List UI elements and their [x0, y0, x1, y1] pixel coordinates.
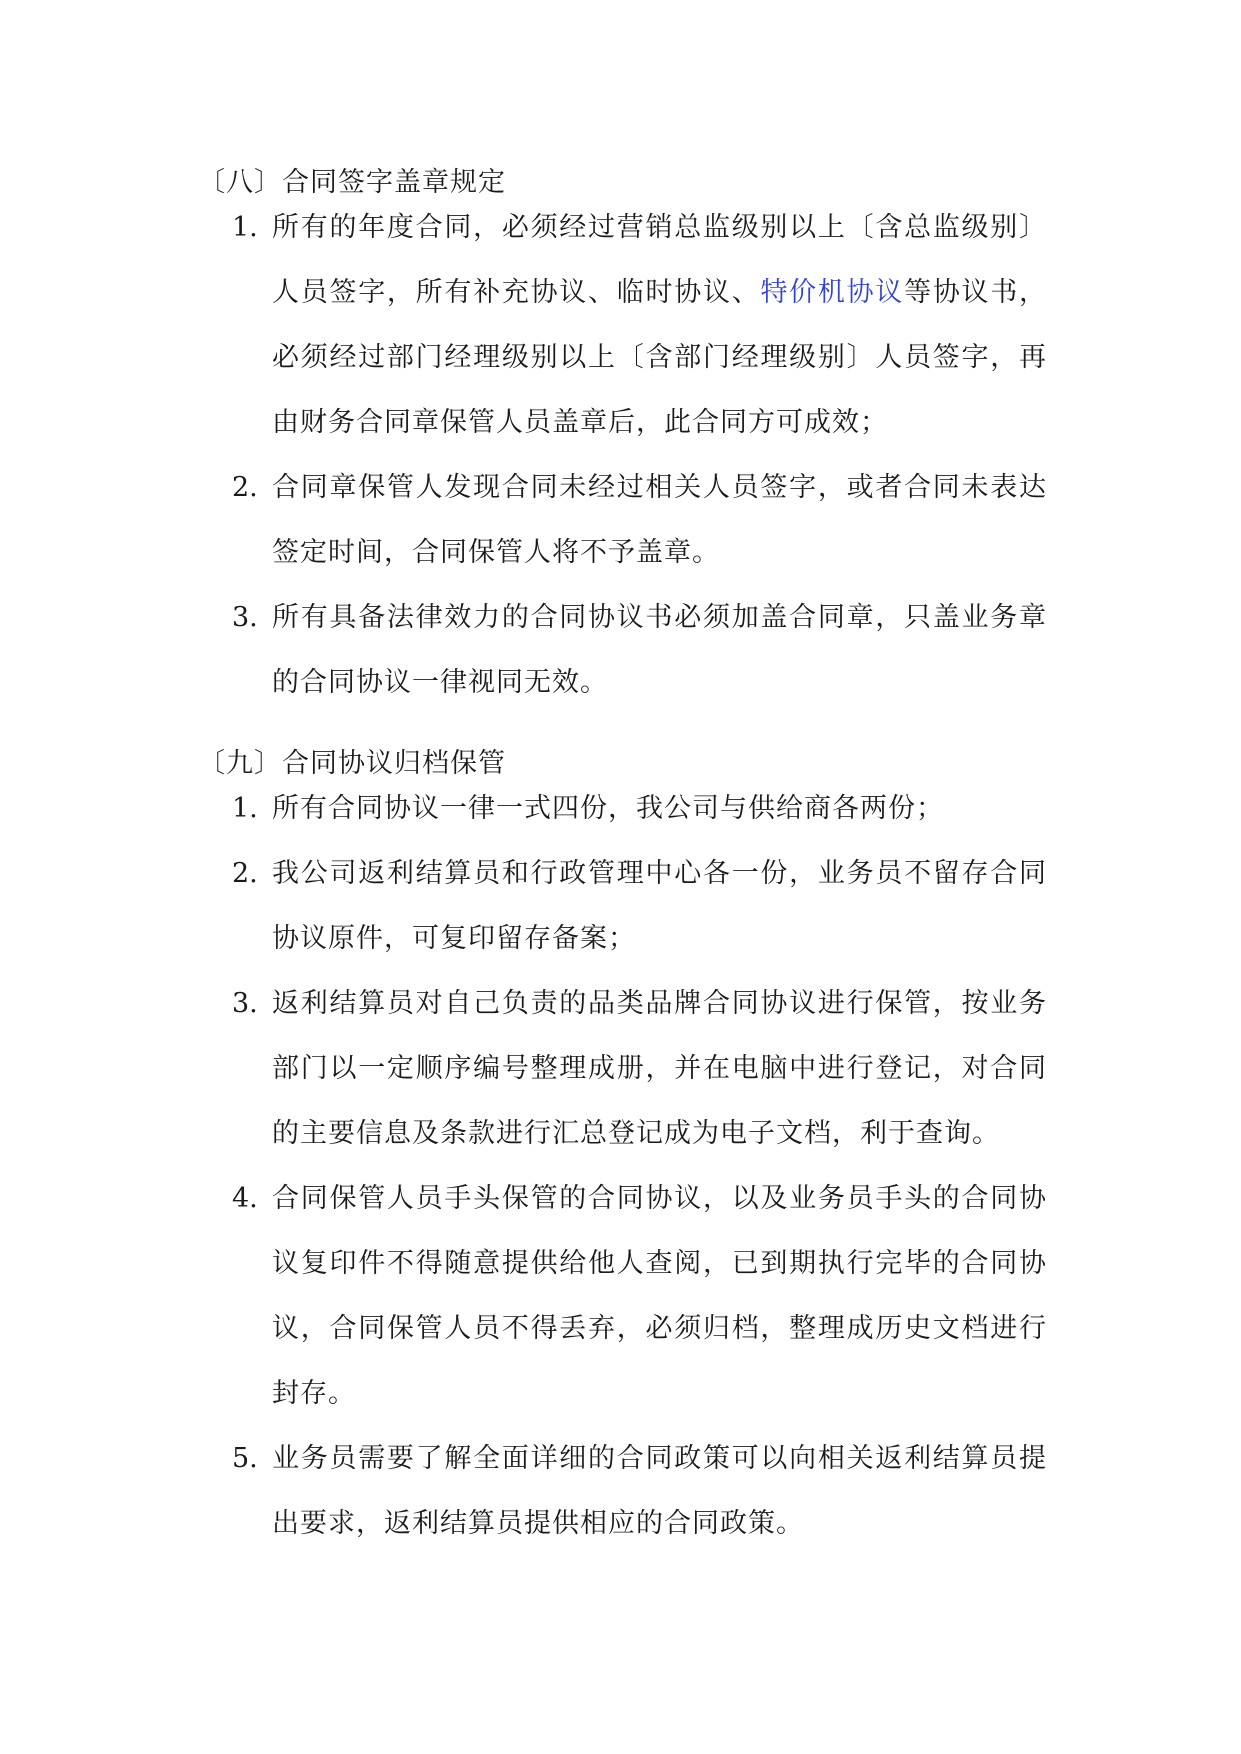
item-text: 所有合同协议一律一式四份，我公司与供给商各两份； [272, 793, 944, 824]
item-number: 5. [232, 1443, 258, 1474]
item-number: 4. [232, 1183, 258, 1214]
item-text: 返利结算员对自己负责的品类品牌合同协议进行保管，按业务部门以一定顺序编号整理成册，并在电脑中进行登记，对合同的主要信息及条款进行汇总登记成为电子文档，利于查询。 [272, 988, 1047, 1149]
special-agreement-link[interactable]: 特价机协议 [760, 277, 905, 308]
item-text: 所有具备法律效力的合同协议书必须加盖合同章，只盖业务章的合同协议一律视同无效。 [272, 602, 1047, 698]
item-text: 合同保管人员手头保管的合同协议，以及业务员手头的合同协议复印件不得随意提供给他人查阅，已到期执行完毕的合同协议，合同保管人员不得丢弃，必须归档，整理成历史文档进行封存。 [272, 1183, 1047, 1409]
item-number: 1. [232, 212, 258, 243]
item-text-part: 等协议书，必须经过部门经理级别以上〔含部门经理级别〕人员签字，再由财务合同章保管人员盖章后，此合同方可成效； [272, 277, 1048, 438]
list-item [232, 776, 1052, 841]
item-number: 1. [232, 793, 258, 824]
list-item [232, 1166, 1052, 1426]
item-number: 2. [232, 858, 258, 889]
list-item [232, 841, 1052, 971]
list-item [232, 195, 1052, 455]
list-item [232, 1426, 1052, 1556]
item-text [272, 195, 1047, 455]
list-item [232, 585, 1052, 715]
item-text-part: 所有的年度合同，必须经过营销总监级别以上〔含总监级别〕人员签字，所有补充协议、临时协议、 [272, 212, 1047, 308]
item-number: 3. [232, 988, 258, 1019]
item-text: 我公司返利结算员和行政管理中心各一份，业务员不留存合同协议原件，可复印留存备案； [272, 858, 1047, 954]
list-item [232, 971, 1052, 1166]
item-text: 合同章保管人发现合同未经过相关人员签字，或者合同未表达签定时间，合同保管人将不予盖章。 [272, 472, 1047, 568]
list-item [232, 455, 1052, 585]
section-heading-9: 〔九〕合同协议归档保管 [198, 748, 506, 779]
item-number: 2. [232, 472, 258, 503]
item-number: 3. [232, 602, 258, 633]
item-text: 业务员需要了解全面详细的合同政策可以向相关返利结算员提出要求，返利结算员提供相应的合同政策。 [272, 1443, 1047, 1539]
section-heading-8: 〔八〕合同签字盖章规定 [198, 167, 506, 198]
